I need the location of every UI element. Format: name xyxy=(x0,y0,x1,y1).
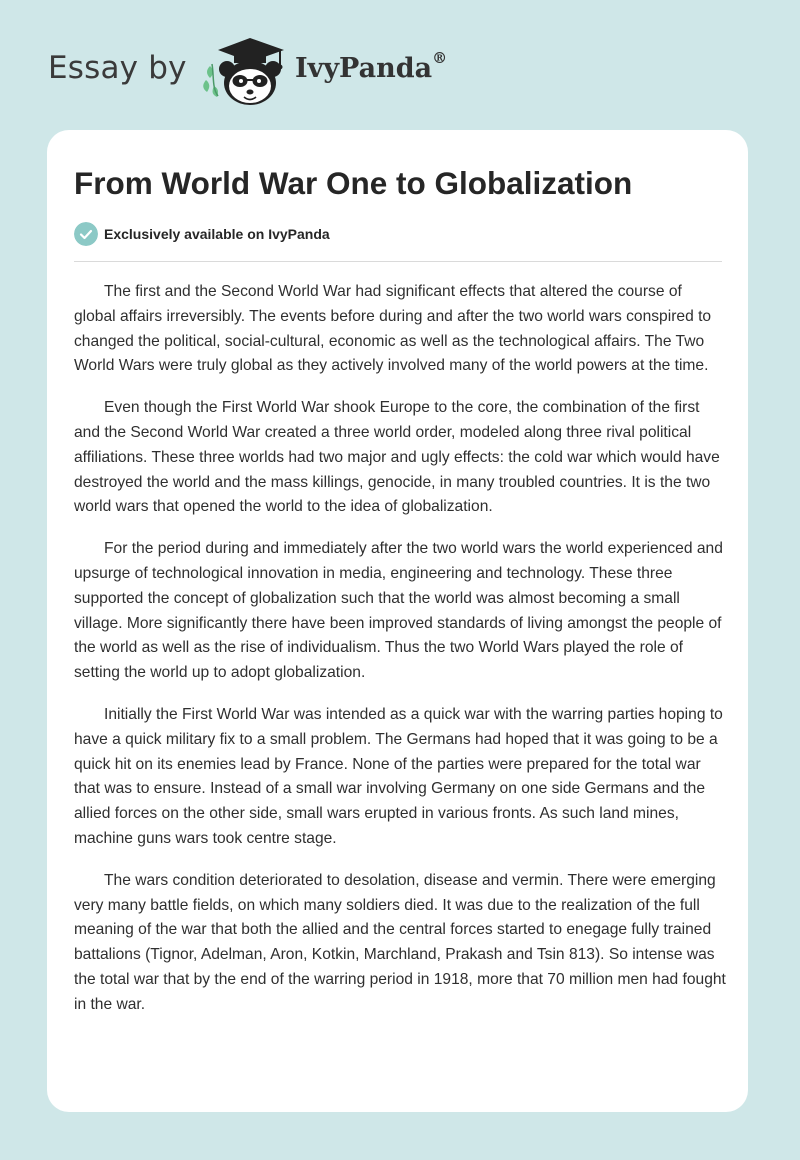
divider xyxy=(74,261,722,262)
site-header xyxy=(0,0,800,130)
paragraph: The first and the Second World War had significant effects that altered the course of global affairs irreversibly. The events before during and after the two world wars conspired to changed the political, social-cultural, economic as well as the technological affairs. The Two World Wars were truly global as they actively involved many of the world powers at the time. xyxy=(74,283,712,375)
badge-label: Exclusively available on IvyPanda xyxy=(104,226,330,242)
brand-name-text: IvyPanda xyxy=(295,53,433,84)
paragraph: For the period during and immediately after the two world wars the world experienced and upsurge of technological innovation in media, engineering and technology. These three supported the concept of globalization such that the world was almost becoming a small village. More significantly there have been improved standards of living amongst the people of the world as well as the rise of individualism. Thus the two World Wars played the role of setting the world up to adopt globalization. xyxy=(74,540,723,682)
paragraph: The wars condition deteriorated to desolation, disease and vermin. There were emerging very many battle fields, on which many soldiers died. It was due to the realization of the full meaning of the war that both the allied and the central forces started to enegage fully trained battalions (Tignor, Adelman, Aron, Kotkin, Marchland, Prakash and Tsin 813). So intense was the total war that by the end of the warring period in 1918, more that 70 million men had fought in the war. xyxy=(74,871,726,1013)
brand-prefix: Essay by xyxy=(48,50,187,86)
registered-mark: ® xyxy=(432,49,448,67)
essay-body xyxy=(74,280,726,1035)
brand-name[interactable] xyxy=(295,49,448,84)
paragraph: Even though the First World War shook Europe to the core, the combination of the first and the Second World War created a three world order, modeled along three rival political affiliations. These three worlds had two major and ugly effects: the cold war which would have destroyed the world and the mass killings, genocide, in many troubled countries. It is the two world wars that opened the world to the idea of globalization. xyxy=(74,399,720,516)
exclusive-badge xyxy=(74,222,330,246)
page-title: From World War One to Globalization xyxy=(74,165,633,201)
paragraph: Initially the First World War was intended as a quick war with the warring parties hoping to have a quick military fix to a small problem. The Germans had hoped that it was going to be a quick hit on its enemies lead by France. None of the parties were prepared for the total war that was to ensure. Instead of a small war involving Germany on one side Germans and the allied forces on the other side, small wars erupted in various fronts. As such land mines, machine guns wars took centre stage. xyxy=(74,705,723,847)
check-circle-icon xyxy=(74,222,98,246)
ivy-leaf-icon xyxy=(203,64,218,97)
panda-graduate-icon[interactable] xyxy=(200,36,292,110)
essay-card xyxy=(47,130,748,1112)
